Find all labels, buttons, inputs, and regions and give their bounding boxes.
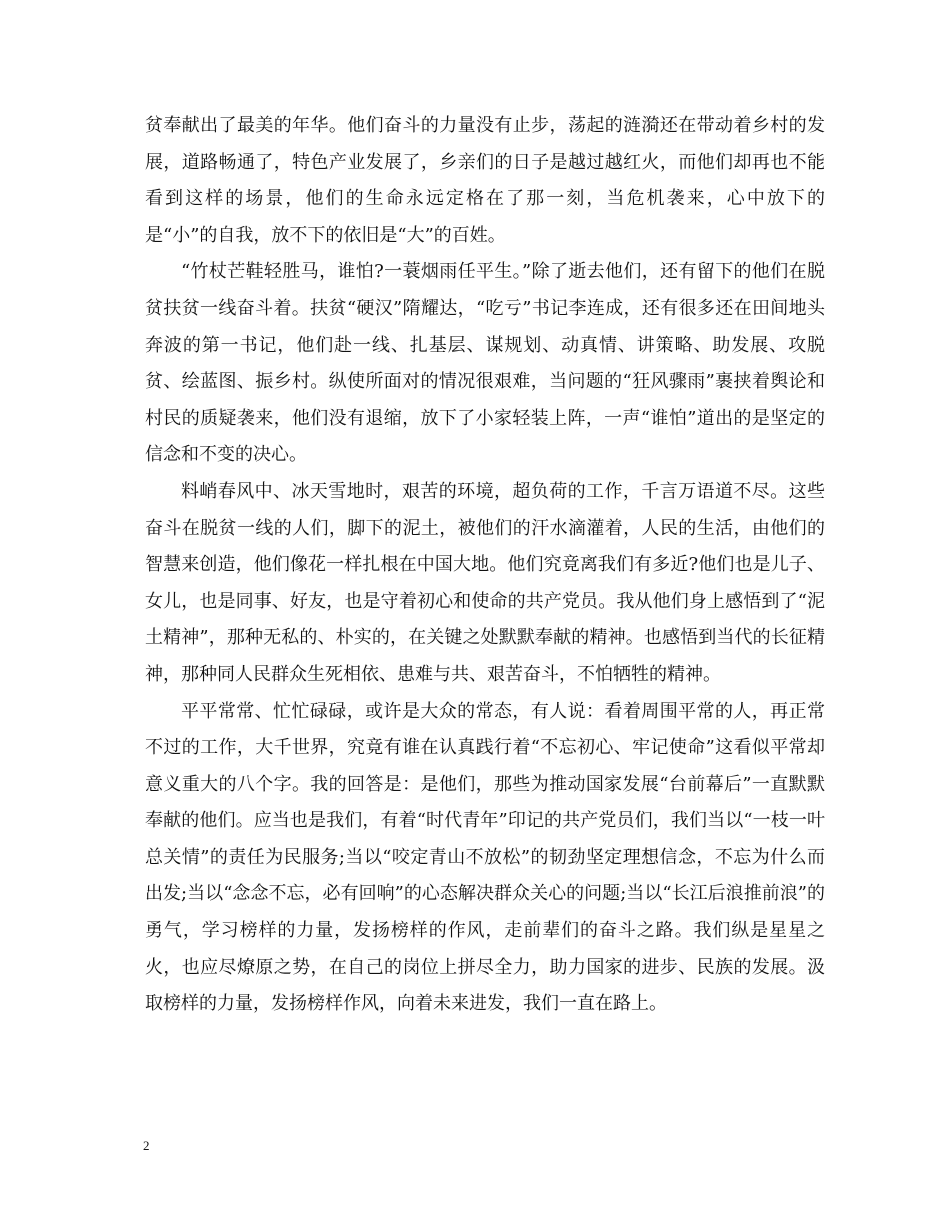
page-number: 2 xyxy=(143,1138,150,1153)
paragraph-2: “竹杖芒鞋轻胜马，谁怕?一蓑烟雨任平生。”除了逝去他们，还有留下的他们在脱贫扶贫一线奋斗着。扶贫“硬汉”隋耀达，“吃亏”书记李连成，还有很多还在田间地头奔波的第一书记，他们赴一线、扎基层、谋规划、动真情、讲策略、助发展、攻脱贫、绘蓝图、振乡村。纵使所面对的情况很艰难，当问题的“狂风骤雨”裹挟着舆论和村民的质疑袭来，他们没有退缩，放下了小家轻装上阵，一声“谁怕”道出的是坚定的信念和不变的决心。 xyxy=(145,261,825,466)
paragraph-3: 料峭春风中、冰天雪地时，艰苦的环境，超负荷的工作，千言万语道不尽。这些奋斗在脱贫一线的人们，脚下的泥土，被他们的汗水滴灌着，人民的生活，由他们的智慧来创造，他们像花一样扎根在中国大地。他们究竟离我们有多近?他们也是儿子、女儿，也是同事、好友，也是守着初心和使命的共产党员。我从他们身上感悟到了“泥土精神”，那种无私的、朴实的，在关键之处默默奉献的精神。也感悟到当代的长征精神，那种同人民群众生死相依、患难与共、艰苦奋斗，不怕牺牲的精神。 xyxy=(145,480,825,685)
body-text xyxy=(145,108,825,1023)
paragraph-4: 平平常常、忙忙碌碌，或许是大众的常态，有人说：看着周围平常的人，再正常不过的工作，大千世界，究竟有谁在认真践行着“不忘初心、牢记使命”这看似平常却意义重大的八个字。我的回答是：是他们，那些为推动国家发展“台前幕后”一直默默奉献的他们。应当也是我们，有着“时代青年”印记的共产党员们，我们当以“一枝一叶总关情”的责任为民服务;当以“咬定青山不放松”的韧劲坚定理想信念，不忘为什么而出发;当以“念念不忘，必有回响”的心态解决群众关心的问题;当以“长江后浪推前浪”的勇气，学习榜样的力量，发扬榜样的作风，走前辈们的奋斗之路。我们纵是星星之火，也应尽燎原之势，在自己的岗位上拼尽全力，助力国家的进步、民族的发展。汲取榜样的力量，发扬榜样作风，向着未来进发，我们一直在路上。 xyxy=(145,700,825,1015)
paragraph-1: 贫奉献出了最美的年华。他们奋斗的力量没有止步，荡起的涟漪还在带动着乡村的发展，道路畅通了，特色产业发展了，乡亲们的日子是越过越红火，而他们却再也不能看到这样的场景，他们的生命永远定格在了那一刻，当危机袭来，心中放下的是“小”的自我，放不下的依旧是“大”的百姓。 xyxy=(145,115,825,246)
